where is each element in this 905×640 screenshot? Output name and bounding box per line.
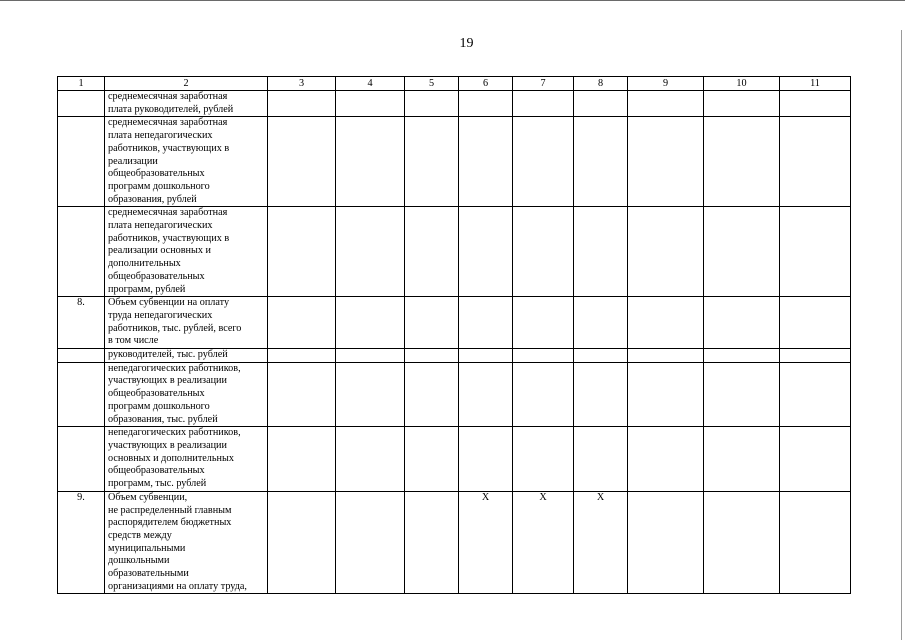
description-line: программ, рублей <box>108 283 186 295</box>
value-cell-col-5 <box>405 117 459 207</box>
value-cell-col-6: X <box>459 491 513 594</box>
row-description <box>105 349 268 363</box>
value-cell-col-3 <box>268 427 336 492</box>
description-line: Объем субвенции на оплату <box>108 297 230 309</box>
description-line: реализации основных и <box>108 245 211 257</box>
value-cell-col-3 <box>268 91 336 117</box>
value-cell-col-4 <box>336 91 405 117</box>
description-line: непедагогических работников, <box>108 362 241 374</box>
row-description <box>105 427 268 492</box>
value-cell-col-10 <box>704 427 780 492</box>
row-description <box>105 91 268 117</box>
column-header-1: 1 <box>58 77 105 91</box>
value-cell-col-5 <box>405 491 459 594</box>
value-cell-col-5 <box>405 362 459 427</box>
value-cell-col-8 <box>574 117 628 207</box>
value-cell-col-4 <box>336 117 405 207</box>
value-cell-col-7 <box>513 349 574 363</box>
value-cell-col-3 <box>268 349 336 363</box>
value-cell-col-7: X <box>513 491 574 594</box>
value-cell-col-5 <box>405 427 459 492</box>
column-header-9: 9 <box>628 77 704 91</box>
value-cell-col-11 <box>780 297 851 349</box>
value-cell-col-8 <box>574 91 628 117</box>
description-line: руководителей, тыс. рублей <box>108 349 228 361</box>
value-cell-col-9 <box>628 207 704 297</box>
value-cell-col-10 <box>704 117 780 207</box>
value-cell-col-5 <box>405 297 459 349</box>
value-cell-col-9 <box>628 427 704 492</box>
description-line: общеобразовательных <box>108 388 205 400</box>
value-cell-col-6 <box>459 117 513 207</box>
value-cell-col-11 <box>780 362 851 427</box>
row-number <box>58 91 105 117</box>
description-line: программ дошкольного <box>108 400 210 412</box>
table-row <box>58 427 851 492</box>
description-line: общеобразовательных <box>108 270 205 282</box>
value-cell-col-3 <box>268 207 336 297</box>
column-header-6: 6 <box>459 77 513 91</box>
scan-edge-right <box>901 30 902 640</box>
description-line: среднемесячная заработная <box>108 207 228 219</box>
description-line: реализации <box>108 155 158 167</box>
value-cell-col-9 <box>628 297 704 349</box>
value-cell-col-4 <box>336 427 405 492</box>
value-cell-col-7 <box>513 362 574 427</box>
value-cell-col-3 <box>268 491 336 594</box>
description-line: плата непедагогических <box>108 220 213 232</box>
value-cell-col-6 <box>459 362 513 427</box>
value-cell-col-8 <box>574 297 628 349</box>
value-cell-col-9 <box>628 91 704 117</box>
value-cell-col-6 <box>459 297 513 349</box>
value-cell-col-8: X <box>574 491 628 594</box>
column-header-7: 7 <box>513 77 574 91</box>
value-cell-col-10 <box>704 91 780 117</box>
description-line: общеобразовательных <box>108 168 205 180</box>
description-line: программ дошкольного <box>108 180 210 192</box>
value-cell-col-3 <box>268 362 336 427</box>
row-number: 8. <box>58 297 105 349</box>
value-cell-col-8 <box>574 349 628 363</box>
description-line: образования, рублей <box>108 193 197 205</box>
value-cell-col-11 <box>780 427 851 492</box>
description-line: общеобразовательных <box>108 465 205 477</box>
row-number <box>58 117 105 207</box>
value-cell-col-3 <box>268 117 336 207</box>
description-line: среднемесячная заработная <box>108 91 228 102</box>
value-cell-col-4 <box>336 207 405 297</box>
description-line: участвующих в реализации <box>108 439 227 451</box>
table-row <box>58 117 851 207</box>
column-header-4: 4 <box>336 77 405 91</box>
row-number <box>58 362 105 427</box>
table-row <box>58 297 851 349</box>
value-cell-col-11 <box>780 117 851 207</box>
description-line: средств между <box>108 529 172 541</box>
value-cell-col-10 <box>704 207 780 297</box>
description-line: дошкольными <box>108 555 170 567</box>
header-row <box>58 77 851 91</box>
description-line: участвующих в реализации <box>108 375 227 387</box>
value-cell-col-9 <box>628 117 704 207</box>
description-line: труда непедагогических <box>108 309 213 321</box>
value-cell-col-6 <box>459 207 513 297</box>
column-header-3: 3 <box>268 77 336 91</box>
value-cell-col-7 <box>513 427 574 492</box>
table-row <box>58 362 851 427</box>
row-description <box>105 117 268 207</box>
value-cell-col-10 <box>704 297 780 349</box>
row-description <box>105 207 268 297</box>
value-cell-col-7 <box>513 297 574 349</box>
row-number <box>58 349 105 363</box>
value-cell-col-3 <box>268 297 336 349</box>
value-cell-col-11 <box>780 91 851 117</box>
report-table <box>57 76 851 594</box>
value-cell-col-7 <box>513 207 574 297</box>
column-header-5: 5 <box>405 77 459 91</box>
description-line: непедагогических работников, <box>108 427 241 439</box>
value-cell-col-6 <box>459 91 513 117</box>
value-cell-col-7 <box>513 117 574 207</box>
description-line: муниципальными <box>108 542 186 554</box>
description-line: образовательными <box>108 568 189 580</box>
value-cell-col-4 <box>336 297 405 349</box>
value-cell-col-5 <box>405 207 459 297</box>
value-cell-col-4 <box>336 491 405 594</box>
value-cell-col-5 <box>405 349 459 363</box>
column-header-11: 11 <box>780 77 851 91</box>
description-line: не распределенный главным <box>108 504 232 516</box>
value-cell-col-6 <box>459 349 513 363</box>
row-description <box>105 491 268 594</box>
table-row <box>58 207 851 297</box>
row-number <box>58 207 105 297</box>
value-cell-col-9 <box>628 349 704 363</box>
column-header-8: 8 <box>574 77 628 91</box>
description-line: образования, тыс. рублей <box>108 413 218 425</box>
value-cell-col-5 <box>405 91 459 117</box>
value-cell-col-4 <box>336 362 405 427</box>
table-row <box>58 91 851 117</box>
value-cell-col-4 <box>336 349 405 363</box>
scan-edge-top <box>0 0 905 1</box>
value-cell-col-8 <box>574 362 628 427</box>
description-line: программ, тыс. рублей <box>108 478 207 490</box>
description-line: плата непедагогических <box>108 130 213 142</box>
value-cell-col-9 <box>628 491 704 594</box>
value-cell-col-8 <box>574 207 628 297</box>
description-line: организациями на оплату труда, <box>108 580 247 592</box>
table-row <box>58 349 851 363</box>
description-line: Объем субвенции, <box>108 491 188 503</box>
description-line: среднемесячная заработная <box>108 117 228 129</box>
value-cell-col-10 <box>704 349 780 363</box>
description-line: дополнительных <box>108 258 181 270</box>
row-description <box>105 362 268 427</box>
value-cell-col-11 <box>780 349 851 363</box>
row-number <box>58 427 105 492</box>
description-line: работников, участвующих в <box>108 142 230 154</box>
description-line: распорядителем бюджетных <box>108 517 232 529</box>
value-cell-col-7 <box>513 91 574 117</box>
row-number: 9. <box>58 491 105 594</box>
value-cell-col-11 <box>780 491 851 594</box>
value-cell-col-6 <box>459 427 513 492</box>
column-header-2: 2 <box>105 77 268 91</box>
description-line: в том числе <box>108 335 159 347</box>
page-number: 19 <box>459 36 474 51</box>
value-cell-col-10 <box>704 491 780 594</box>
row-description <box>105 297 268 349</box>
description-line: плата руководителей, рублей <box>108 103 234 115</box>
description-line: работников, тыс. рублей, всего <box>108 322 242 334</box>
description-line: основных и дополнительных <box>108 452 234 464</box>
value-cell-col-9 <box>628 362 704 427</box>
column-header-10: 10 <box>704 77 780 91</box>
description-line: работников, участвующих в <box>108 232 230 244</box>
value-cell-col-10 <box>704 362 780 427</box>
value-cell-col-11 <box>780 207 851 297</box>
table-row <box>58 491 851 594</box>
value-cell-col-8 <box>574 427 628 492</box>
